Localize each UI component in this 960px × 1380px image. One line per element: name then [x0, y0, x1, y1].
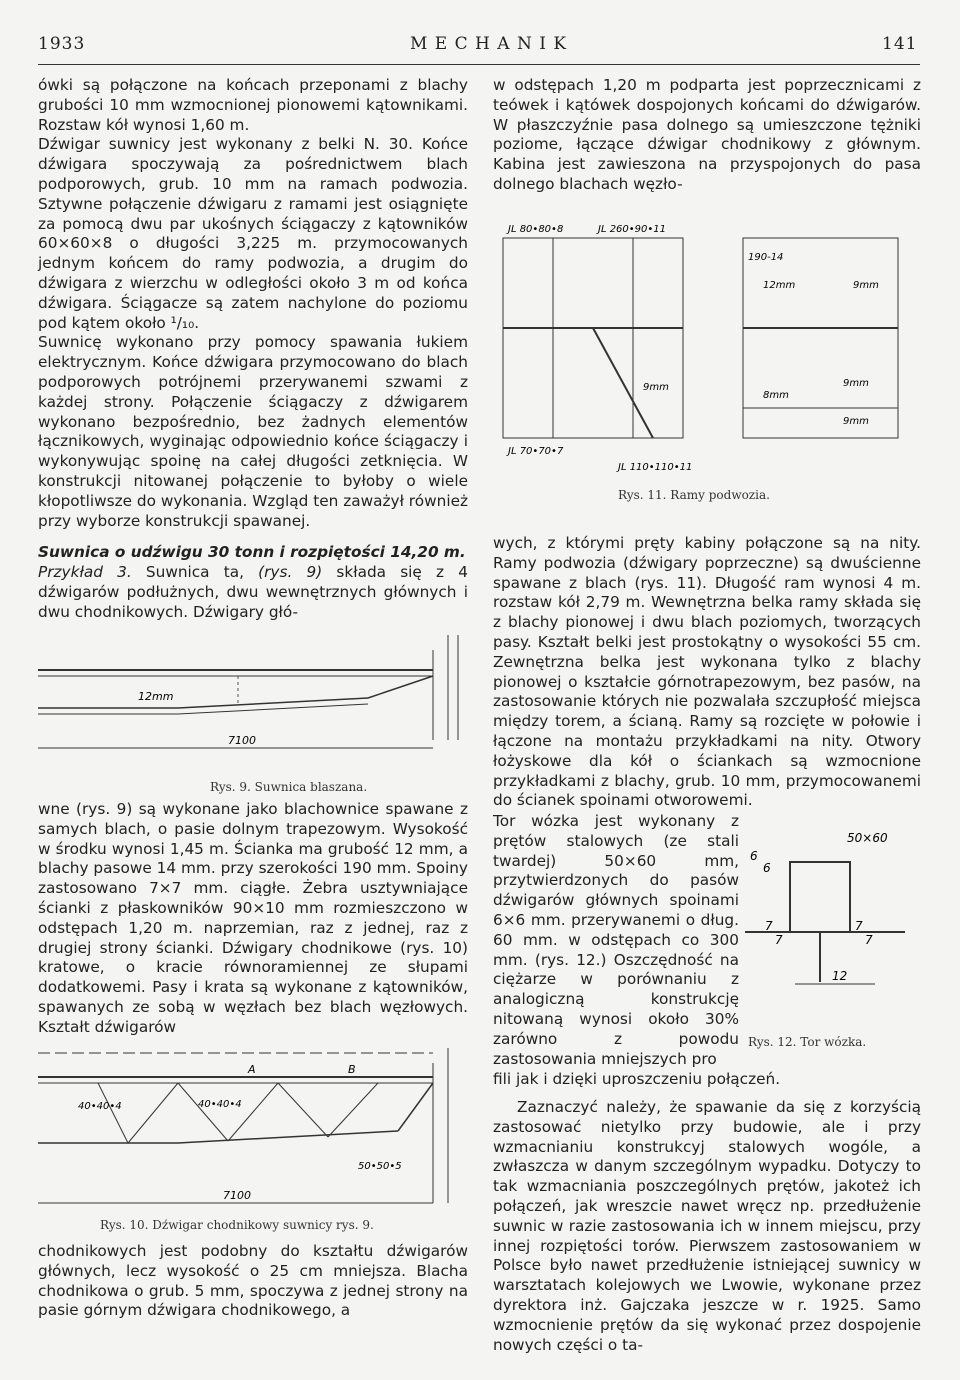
fig11-label-2: JL 260•90•11: [598, 224, 667, 235]
figure-12-drawing: [735, 822, 921, 1012]
fig11-label-4: 12mm: [763, 280, 796, 291]
example-rest: składa się z 4 dźwigarów podłużnych, dwu wewnętrznych głównych i dwu chodnikowych. Dźwigary głó-: [38, 563, 468, 621]
paragraph: Tor wózka jest wykonany z prętów stalowych (ze stali twardej) 50×60 mm, przytwierdzonych do pasów dźwigarów głównych spoinami 6×6 mm. przerywanemi o dług. 60 mm. w odstępach co 300 mm. (rys. 12.) Oszczędność na ciężarze w porównaniu z analogiczną konstrukcję nitowaną wynosi około 30% zarówno z powodu zastosowania mniejszych pro: [493, 812, 739, 1068]
fig11-label-8: 8mm: [763, 390, 789, 401]
right-column-bottom: [493, 1098, 921, 1355]
fig11-label-9: 9mm: [843, 416, 869, 427]
example-ref: (rys. 9): [258, 563, 323, 582]
figure-10-caption: Rys. 10. Dźwigar chodnikowy suwnicy rys. 9.: [100, 1218, 374, 1232]
figure-11-drawing: [493, 218, 921, 480]
figure-9-caption: Rys. 9. Suwnica blaszana.: [210, 780, 368, 794]
section-heading: Suwnica o udźwigu 30 tonn i rozpiętości 14,20 m.: [38, 543, 466, 562]
paragraph: Dźwigar suwnicy jest wykonany z belki N. 30. Końce dźwigara spoczywają za pośrednictwem blach podporowych, grub. 10 mm na ramach podwozia. Sztywne połączenie dźwigaru z ramami jest osiągnięte za pomocą dwu par ukośnych ściągaczy z kątowników 60×60×8 o długości 3,225 m. przymocowanych jednym końcem do ramy podwozia, a drugim do dźwigara z wierzchu w odległości około 3 m od końca dźwigara. Ściągacze są zatem nachylone do poziomu pod kątem około ¹/₁₀.: [38, 135, 468, 332]
figure-11-caption: Rys. 11. Ramy podwozia.: [618, 488, 770, 502]
right-column-top: [493, 76, 921, 195]
fig10-label-50: 50•50•5: [358, 1161, 402, 1172]
left-column-bottom: [38, 1242, 468, 1321]
figure-9: [38, 630, 468, 760]
fig12-label-6: 7: [855, 919, 863, 933]
fig12-label-5: 7: [775, 933, 783, 947]
fig10-label-40a: 40•40•4: [78, 1101, 122, 1112]
fig10-label-7100: 7100: [223, 1189, 251, 1202]
paragraph: fili jak i dzięki uproszczeniu połączeń.: [493, 1070, 781, 1088]
figure-12-caption: Rys. 12. Tor wózka.: [748, 1035, 867, 1049]
fig12-label-8: 12: [832, 969, 848, 983]
figure-10-drawing: [38, 1043, 468, 1213]
paragraph: wych, z którymi pręty kabiny połączone są na nity. Ramy podwozia (dźwigary poprzeczne) są dwuścienne spawane z blach (rys. 11). Długość ram wynosi 4 m. rozstaw kół 2,79 m. Wewnętrzna belka ramy składa się z blachy pionowej i dwu blach poziomych, tworzących pasy. Kształt belki jest prostokątny o wysokości 55 cm. Zewnętrzna belka jest wykonana tylko z blachy pionowej o kształcie górnotrapezowym, bez pasów, na zastosowanie których nie pozwalała szczupłość miejsca między torem, a ścianą. Ramy są rozcięte w połowie i łączone na montażu przykładkami na nity. Otwory łożyskowe dla kół o ściankach są wzmocnione przykładkami z blachy, grub. 10 mm, przymocowanemi do ścianek spoinami otworowemi.: [493, 534, 921, 810]
figure-9-drawing: [38, 630, 468, 760]
fig12-label-3: 6: [763, 861, 771, 875]
header-page: 141: [882, 34, 918, 54]
figure-12: [735, 822, 921, 1012]
right-column-middle: [493, 534, 921, 811]
fig9-label-7100: 7100: [228, 734, 256, 747]
header-rule: [38, 64, 920, 65]
fig11-label-7: 9mm: [843, 378, 869, 389]
page-header: [0, 34, 960, 64]
fig11-label-11: JL 110•110•11: [618, 462, 693, 473]
fig10-label-40b: 40•40•4: [198, 1099, 242, 1110]
fig9-label-12mm: 12mm: [138, 690, 174, 703]
paragraph: wne (rys. 9) są wykonane jako blachownice spawane z samych blach, o pasie dolnym trapezowym. Wysokość w środku wynosi 1,45 m. Ścianka ma grubość 12 mm, a blachy pasowe 14 mm. przy szerokości 190 mm. Spoiny zastosowano 7×7 mm. ciągłe. Żebra usztywniające ścianki z płaskowników 90×10 mm rozmieszczono w odstępach 1,20 m. naprzemian, raz z jednej, raz z drugiej strony ścianki. Dźwigary chodnikowe (rys. 10) kratowe, o kracie równoramiennej ze słupami dodatkowemi. Pasy i krata są wykonane z kątowników, spawanych ze sobą w węzłach bez blach węzłowych. Kształt dźwigarów: [38, 800, 468, 1036]
left-column-top: [38, 76, 468, 623]
right-column-narrow-end: [493, 1070, 921, 1090]
figure-11: [493, 218, 921, 480]
fig12-label-1: 50×60: [847, 831, 888, 845]
figure-10: [38, 1043, 468, 1213]
fig11-label-10: JL 70•70•7: [508, 446, 564, 457]
header-journal: M E C H A N I K: [410, 34, 568, 54]
left-column-middle: [38, 800, 468, 1038]
paragraph: w odstępach 1,20 m podparta jest poprzecznicami z teówek i kątówek dospojonych końcami do dźwigarów. W płaszczyźnie pasa dolnego są umieszczone tężniki poziome, łączące dźwigar chodnikowy z głównym. Kabina jest zawieszona na przyspojonych do pasa dolnego blachach węzło-: [493, 76, 921, 193]
paragraph: chodnikowych jest podobny do kształtu dźwigarów głównych, lecz wysokość o 25 cm mniejsza. Blacha chodnikowa o grub. 5 mm, spoczywa z jednej strony na pasie górnym dźwigara chodnikowego, a: [38, 1242, 468, 1320]
fig12-label-4: 7: [765, 919, 773, 933]
paragraph: Zaznaczyć należy, że spawanie da się z korzyścią zastosować nietylko przy budowie, ale i przy wzmacnianiu konstrukcyj stalowych wogóle, a zwłaszcza w danym szczególnym wypadku. Dotyczy to tak wzmacniania poszczególnych prętów, jakoteż ich połączeń, jak wreszcie nawet wręcz np. przedłużenie suwnic w razie zastosowania ich w innem miejscu, przy innej rozpiętości torów. Pierwszem zastosowaniem w Polsce było nawet przedłużenie istniejącej suwnicy w warsztatach kolejowych we Lwowie, wykonane przez dyrektora inż. Gajczaka jeszcze w r. 1925. Samo wzmocnienie prętów da się wykonać przez dospojenie nowych części o ta-: [493, 1098, 921, 1354]
fig11-label-1: JL 80•80•8: [508, 224, 564, 235]
paragraph: Suwnicę wykonano przy pomocy spawania łukiem elektrycznym. Końce dźwigara przymocowano do blach podporowych potrójnemi przerywanemi szwami z każdej strony. Połączenie ściągaczy z dźwigarem wykonano bezpośrednio, bez żadnych elementów łącznikowych, wyginając odpowiednio końce ściągaczy i wykonywując spoinę na całej długości zetknięcia. W konstrukcji nitowanej połączenie to byłoby o wiele kłopotliwsze do wykonania. Wzgląd ten zaważył również przy wyborze konstrukcji spawanej.: [38, 333, 469, 530]
fig11-label-6: 9mm: [643, 382, 669, 393]
example-text: Suwnica ta,: [131, 563, 259, 582]
fig10-label-a: A: [248, 1063, 256, 1076]
fig10-label-b: B: [348, 1063, 356, 1076]
paragraph: ówki są połączone na końcach przeponami z blachy grubości 10 mm wzmocnionej pionowemi kątownikami. Rozstaw kół wynosi 1,60 m.: [38, 76, 468, 134]
right-column-narrow: [493, 812, 739, 1069]
paragraph: [38, 563, 468, 622]
example-label: Przykład 3.: [38, 563, 132, 582]
fig11-label-3: 190-14: [748, 252, 784, 263]
fig12-label-7: 7: [865, 933, 873, 947]
header-year: 1933: [38, 34, 86, 54]
fig12-label-2: 6: [750, 849, 758, 863]
fig11-label-5: 9mm: [853, 280, 879, 291]
